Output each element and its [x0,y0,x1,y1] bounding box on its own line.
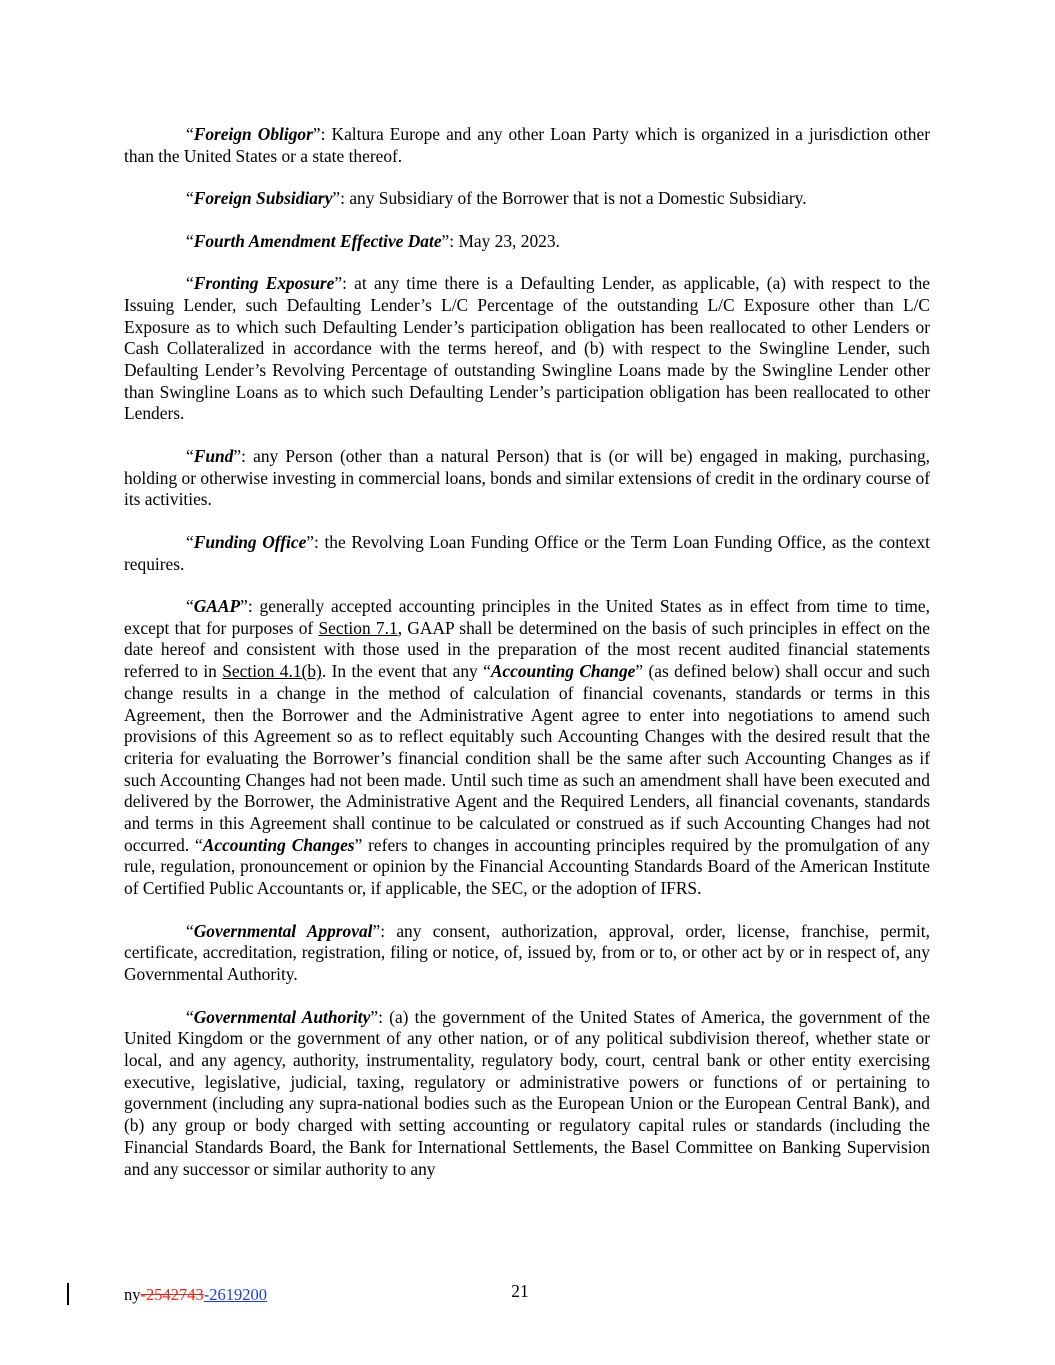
definition-text: . In the event that any “ [321,661,491,682]
section-reference-link[interactable]: Section 7.1 [318,617,398,638]
defined-term: Foreign Obligor [193,124,313,144]
definition-text: ” (as defined below) shall occur and such change results in a change in the method of calculation of financial covenants, standards or terms in this Agreement, then the Borrower and the Administrative Agent agree to enter into negotiations to amend such provisions of this Agreement so as to reflect equitably such Accounting Changes with the desired result that the criteria for evaluating the Borrower’s financial condition shall be the same after such Accounting Changes as if such Accounting Changes had not been made. Until such time as such an amendment shall have been executed and delivered by the Borrower, the Administrative Agent and the Required Lenders, all financial covenants, standards and terms in this Agreement shall continue to be calculated or construed as if such Accounting Changes had not occurred. “ [124,661,931,855]
definition-text: ”: (a) the government of the United States of America, the government of the United Kingdom or the government of any other nation, or of any political subdivision thereof, whether state or local, and any agency, authority, instrumentality, regulatory body, court, central bank or other entity exercising executive, legislative, judicial, taxing, regulatory or administrative powers or functions of or pertaining to government (including any supra-national bodies such as the European Union or the European Central Bank), and (b) any group or body charged with setting accounting or regulatory capital rules or standards (including the Financial Standards Board, the Bank for International Settlements, the Basel Committee on Banking Supervision and any successor or similar authority to any [124,1006,930,1179]
document-id-prefix: ny [124,1285,141,1304]
definition-text: ” refers to changes in accounting principles required by the promulgation of any rule, regulation, pronouncement or opinion by the Financial Accounting Standards Board of the American Institute of Certified Public Accountants or, if applicable, the SEC, or the adoption of IFRS. [124,834,930,899]
page-number: 21 [511,1281,529,1301]
definition-fronting-exposure: “Fronting Exposure”: at any time there is a Defaulting Lender, as applicable, (a) with respect to the Issuing Lender, such Defaulting Lender’s L/C Percentage of the outstanding L/C Exposure other than L/C Exposure as to which such Defaulting Lender’s participation obligation has been reallocated to other Lenders or Cash Collateralized in accordance with the terms hereof, and (b) with respect to the Swingline Lender, such Defaulting Lender’s Revolving Percentage of outstanding Swingline Loans made by the Swingline Lender other than Swingline Loans as to which such Defaulting Lender’s participation obligation has been reallocated to other Lenders. [124,273,930,424]
defined-term: Accounting Changes [202,834,355,855]
defined-term: Funding Office [193,531,307,552]
section-reference-link[interactable]: Section 4.1(b) [222,661,322,682]
definition-text: ”: May 23, 2023. [441,230,560,251]
defined-term: Accounting Change [490,661,636,682]
document-body [124,124,930,1201]
definition-text: ”: any consent, authorization, approval, order, license, franchise, permit, certificate, accreditation, registration, filing or notice, of, issued by, from or to, or other act by or in respect of, any Governmental Authority. [124,920,930,985]
definition-governmental-approval: “Governmental Approval”: any consent, authorization, approval, order, license, franchise, permit, certificate, accreditation, registration, filing or notice, of, issued by, from or to, or other act by or in respect of, any Governmental Authority. [124,920,930,985]
definition-text: ”: any Person (other than a natural Person) that is (or will be) engaged in making, purchasing, holding or otherwise investing in commercial loans, bonds and similar extensions of credit in the ordinary course of its activities. [124,445,930,510]
definition-gaap: “GAAP”: generally accepted accounting principles in the United States as in effect from time to time, except that for purposes of Section 7.1, GAAP shall be determined on the basis of such principles in effect on the date hereof and consistent with those used in the preparation of the most recent audited financial statements referred to in Section 4.1(b). In the event that any “Accounting Change” (as defined below) shall occur and such change results in a change in the method of calculation of financial covenants, standards or terms in this Agreement, then the Borrower and the Administrative Agent agree to enter into negotiations to amend such provisions of this Agreement so as to reflect equitably such Accounting Changes with the desired result that the criteria for evaluating the Borrower’s financial condition shall be the same after such Accounting Changes as if such Accounting Changes had not been made. Until such time as such an amendment shall have been executed and delivered by the Borrower, the Administrative Agent and the Required Lenders, all financial covenants, standards and terms in this Agreement shall continue to be calculated or construed as if such Accounting Changes had not occurred. “Accounting Changes” refers to changes in accounting principles required by the promulgation of any rule, regulation, pronouncement or opinion by the Financial Accounting Standards Board of the American Institute of Certified Public Accountants or, if applicable, the SEC, or the adoption of IFRS. [124,596,931,899]
deleted-document-id: -2542743 [140,1285,204,1304]
defined-term: GAAP [193,596,241,617]
inserted-document-id: -2619200 [203,1285,267,1304]
definition-text: , GAAP shall be determined on the basis of such principles in effect on the date hereof and consistent with those used in the preparation of the most recent audited financial statements referred to in [124,617,931,682]
defined-term: Fund [193,445,234,466]
definition-funding-office: “Funding Office”: the Revolving Loan Funding Office or the Term Loan Funding Office, as the context requires. [124,531,931,574]
defined-term: Governmental Authority [193,1006,371,1027]
definition-foreign-obligor: “Foreign Obligor”: Kaltura Europe and any other Loan Party which is organized in a jurisdiction other than the United States or a state thereof. [124,124,931,166]
defined-term: Governmental Approval [193,920,373,941]
definition-text: ”: at any time there is a Defaulting Lender, as applicable, (a) with respect to the Issuing Lender, such Defaulting Lender’s L/C Percentage of the outstanding L/C Exposure other than L/C Exposure as to which such Defaulting Lender’s participation obligation has been reallocated to other Lenders or Cash Collateralized in accordance with the terms hereof, and (b) with respect to the Swingline Lender, such Defaulting Lender’s Revolving Percentage of outstanding Swingline Loans made by the Swingline Lender other than Swingline Loans as to which such Defaulting Lender’s participation obligation has been reallocated to other Lenders. [124,273,930,424]
definition-governmental-authority: “Governmental Authority”: (a) the government of the United States of America, the government of the United Kingdom or the government of any other nation, or of any political subdivision thereof, whether state or local, and any agency, authority, instrumentality, regulatory body, court, central bank or other entity exercising executive, legislative, judicial, taxing, regulatory or administrative powers or functions of or pertaining to government (including any supra-national bodies such as the European Union or the European Central Bank), and (b) any group or body charged with setting accounting or regulatory capital rules or standards (including the Financial Standards Board, the Bank for International Settlements, the Basel Committee on Banking Supervision and any successor or similar authority to any [124,1006,930,1179]
definition-text: ”: generally accepted accounting principles in the United States as in effect from time to time, except that for purposes of [124,596,930,638]
definition-text: ”: any Subsidiary of the Borrower that is not a Domestic Subsidiary. [332,188,807,209]
definition-fund: “Fund”: any Person (other than a natural Person) that is (or will be) engaged in making, purchasing, holding or otherwise investing in commercial loans, bonds and similar extensions of credit in the ordinary course of its activities. [124,445,930,510]
definition-fourth-amendment-effective-date: “Fourth Amendment Effective Date”: May 23, 2023. [186,230,560,251]
definition-text: ”: Kaltura Europe and any other Loan Party which is organized in a jurisdiction other than the United States or a state thereof. [124,124,931,166]
defined-term: Fourth Amendment Effective Date [193,230,442,251]
defined-term: Fronting Exposure [193,273,335,294]
definition-foreign-subsidiary: “Foreign Subsidiary”: any Subsidiary of the Borrower that is not a Domestic Subsidiary. [186,188,807,209]
definition-text: ”: the Revolving Loan Funding Office or the Term Loan Funding Office, as the context requires. [124,531,931,574]
defined-term: Foreign Subsidiary [193,188,333,209]
